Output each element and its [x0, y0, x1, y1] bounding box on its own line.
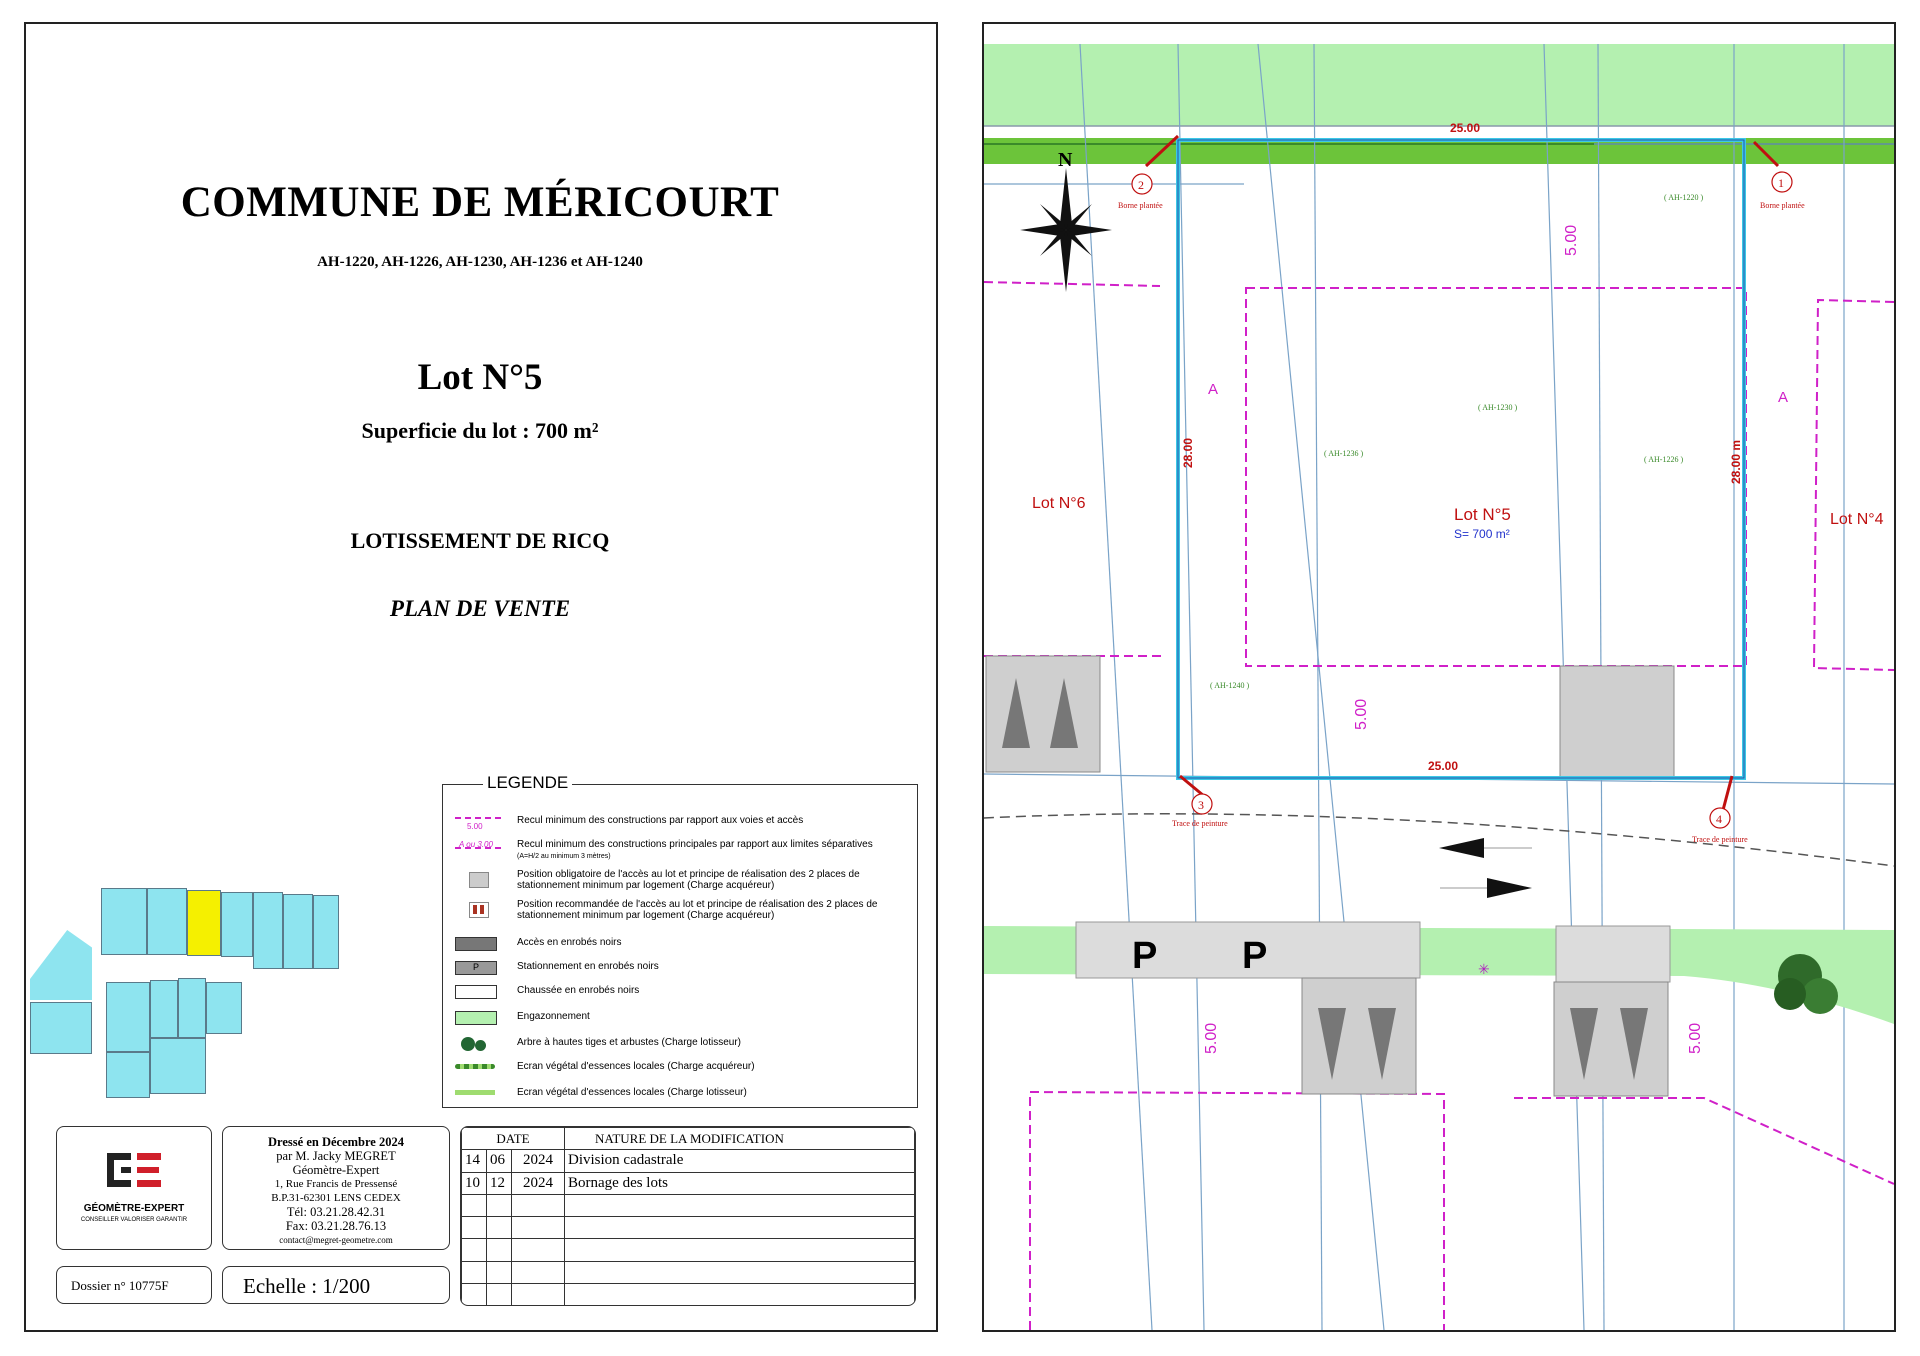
legend-text: Chaussée en enrobés noirs — [517, 985, 640, 996]
tree-icon — [461, 1037, 491, 1051]
reference-point-icon: ✳ — [1478, 961, 1490, 977]
cell-day: 10 — [462, 1172, 487, 1194]
mini-lot — [101, 888, 147, 955]
grass-swatch-icon — [455, 1011, 497, 1025]
marker-number: 2 — [1138, 178, 1144, 192]
parcel-ref: ( AH-1240 ) — [1210, 681, 1250, 690]
lot-5-area: S= 700 m² — [1454, 527, 1510, 541]
plan-type: PLAN DE VENTE — [389, 596, 571, 621]
lotissement-name: LOTISSEMENT DE RICQ — [350, 528, 610, 553]
setback-lines — [984, 282, 1894, 1330]
road-swatch-icon — [455, 985, 497, 999]
mini-lot — [106, 1052, 150, 1098]
legend — [442, 773, 918, 1108]
table-row — [462, 1239, 915, 1261]
legend-title: LEGENDE — [483, 773, 572, 793]
author-street: 1, Rue Francis de Pressensé — [274, 1178, 398, 1190]
lot-area: Superficie du lot : 700 m² — [361, 418, 599, 443]
header-date: DATE — [462, 1128, 565, 1150]
grass-strip-top — [984, 44, 1894, 126]
parcel-ref: ( AH-1226 ) — [1644, 455, 1684, 464]
author-fax: Fax: 03.21.28.76.13 — [285, 1219, 387, 1233]
parking-block — [1554, 982, 1668, 1096]
lot-5-label: Lot N°5 — [1454, 505, 1511, 524]
north-label: N — [1058, 149, 1073, 171]
dossier-number: Dossier n° 10775F — [71, 1278, 169, 1293]
legend-symbol-label: A ou 3.00 — [459, 840, 493, 849]
parking-recommended-icon — [469, 902, 489, 918]
marker-label: Borne plantée — [1760, 201, 1805, 210]
parking-label: P — [1242, 935, 1268, 977]
hedge-line-icon — [455, 1090, 495, 1095]
mini-lot — [253, 892, 283, 969]
mini-lot — [313, 895, 339, 969]
road-centerline — [984, 814, 1894, 866]
cell-year: 2024 — [512, 1172, 565, 1194]
dim-top: 25.00 — [1450, 121, 1481, 135]
mini-lot — [206, 982, 242, 1034]
legend-text: Accès en enrobés noirs — [517, 937, 622, 948]
cell-nature: Bornage des lots — [565, 1172, 915, 1194]
dim-bottom: 25.00 — [1428, 759, 1459, 773]
legend-text: Arbre à hautes tiges et arbustes (Charge lotisseur) — [517, 1037, 741, 1048]
mini-lot — [150, 980, 178, 1038]
legend-note: (A=H/2 au minimum 3 mètres) — [517, 853, 611, 860]
parking-mandatory-icon — [469, 872, 489, 888]
setback-label: 5.00 — [1353, 698, 1370, 730]
parking-block — [1560, 666, 1674, 778]
legend-symbol-label: P — [472, 962, 479, 972]
cadastral-lines — [984, 44, 1894, 1330]
marker-label: Trace de peinture — [1692, 835, 1748, 844]
legend-text: Ecran végétal d'essences locales (Charge lotisseur) — [517, 1087, 747, 1098]
parking-block — [986, 656, 1100, 772]
table-header-row — [462, 1128, 915, 1150]
logo-name: GÉOMÈTRE-EXPERT — [83, 1203, 185, 1214]
traffic-arrow-right-icon — [1487, 878, 1532, 898]
table-row — [462, 1194, 915, 1216]
geometre-expert-logo-icon — [57, 1127, 213, 1251]
parking-label: P — [1132, 935, 1158, 977]
cell-month: 12 — [487, 1172, 512, 1194]
legend-text: Stationnement en enrobés noirs — [517, 961, 659, 972]
parcel-ref: ( AH-1220 ) — [1664, 193, 1704, 202]
table-row — [462, 1217, 915, 1239]
author-city: B.P.31-62301 LENS CEDEX — [271, 1192, 401, 1204]
author-box — [222, 1126, 450, 1250]
legend-text: Engazonnement — [517, 1011, 590, 1022]
author-role: Géomètre-Expert — [292, 1163, 380, 1177]
table-row — [462, 1150, 915, 1172]
parking-block — [1302, 978, 1416, 1094]
marker-number: 4 — [1716, 812, 1722, 826]
marker-label: Borne plantée — [1118, 201, 1163, 210]
scale-value: Echelle : 1/200 — [243, 1274, 371, 1298]
dim-right: 28.00 m — [1729, 439, 1743, 484]
mini-lot — [178, 978, 206, 1038]
marker-number: 3 — [1198, 798, 1204, 812]
scale-box — [222, 1266, 450, 1304]
mini-lot — [106, 982, 150, 1052]
legend-text: Position recommandée de l'accès au lot et principe de réalisation des 2 places de stationnement minimum par logement (Charge acquéreur) — [517, 899, 878, 921]
author-tel: Tél: 03.21.28.42.31 — [286, 1205, 386, 1219]
legend-text: Recul minimum des constructions par rapport aux voies et accès — [517, 815, 804, 826]
asphalt-swatch-icon — [455, 937, 497, 951]
side-setback-a: A — [1778, 389, 1789, 406]
header-nature: NATURE DE LA MODIFICATION — [565, 1128, 915, 1150]
dossier-box — [56, 1266, 212, 1304]
mini-lot-selected — [187, 890, 221, 956]
marker-number: 1 — [1778, 176, 1784, 190]
table-row — [462, 1172, 915, 1194]
legend-text: Position obligatoire de l'accès au lot et principe de réalisation des 2 places de stationnement minimum par logement (Charge acquéreur) — [517, 869, 860, 891]
legend-text: Ecran végétal d'essences locales (Charge acquéreur) — [517, 1061, 755, 1072]
lot-4-label: Lot N°4 — [1830, 511, 1884, 528]
mini-lot — [30, 1002, 92, 1054]
legend-text: Recul minimum des constructions principales par rapport aux limites séparatives — [517, 839, 873, 850]
cell-year: 2024 — [512, 1150, 565, 1172]
parcels-list: AH-1220, AH-1226, AH-1230, AH-1236 et AH-1240 — [317, 254, 643, 270]
author-email[interactable]: contact@megret-geometre.com — [279, 1235, 393, 1245]
table-row — [462, 1261, 915, 1283]
traffic-arrow-left-icon — [1439, 838, 1484, 858]
mini-lot — [283, 894, 313, 969]
parking-swatch-icon — [455, 961, 497, 975]
cell-month: 06 — [487, 1150, 512, 1172]
north-arrow-icon — [1020, 168, 1112, 292]
setback-label: 5.00 — [1687, 1022, 1704, 1054]
lot-title: Lot N°5 — [417, 357, 543, 398]
cell-day: 14 — [462, 1150, 487, 1172]
mini-lot — [221, 892, 253, 957]
marker-4 — [1692, 776, 1748, 844]
setback-label: 5.00 — [1203, 1022, 1220, 1054]
modifications-table — [460, 1126, 916, 1306]
marker-3 — [1172, 776, 1228, 828]
logo-box — [56, 1126, 212, 1250]
dim-left: 28.00 — [1181, 437, 1195, 468]
table-row — [462, 1284, 915, 1306]
parcel-ref: ( AH-1236 ) — [1324, 449, 1364, 458]
gravel-parking — [1556, 926, 1670, 982]
setback-label: 5.00 — [1563, 224, 1580, 256]
author-name: par M. Jacky MEGRET — [276, 1149, 396, 1163]
logo-tagline: CONSEILLER VALORISER GARANTIR — [80, 1217, 188, 1223]
marker-label: Trace de peinture — [1172, 819, 1228, 828]
cell-nature: Division cadastrale — [565, 1150, 915, 1172]
hedge-dots-icon — [455, 1064, 495, 1069]
site-plan — [984, 24, 1894, 1330]
mini-lot — [147, 888, 187, 955]
parcel-ref: ( AH-1230 ) — [1478, 403, 1518, 412]
mini-lot — [150, 1038, 206, 1094]
side-setback-a: A — [1208, 381, 1219, 398]
legend-symbol-label: 5.00 — [467, 822, 483, 831]
commune-title: COMMUNE DE MÉRICOURT — [180, 179, 780, 226]
author-date: Dressé en Décembre 2024 — [268, 1135, 404, 1149]
lot-6-label: Lot N°6 — [1032, 495, 1086, 512]
